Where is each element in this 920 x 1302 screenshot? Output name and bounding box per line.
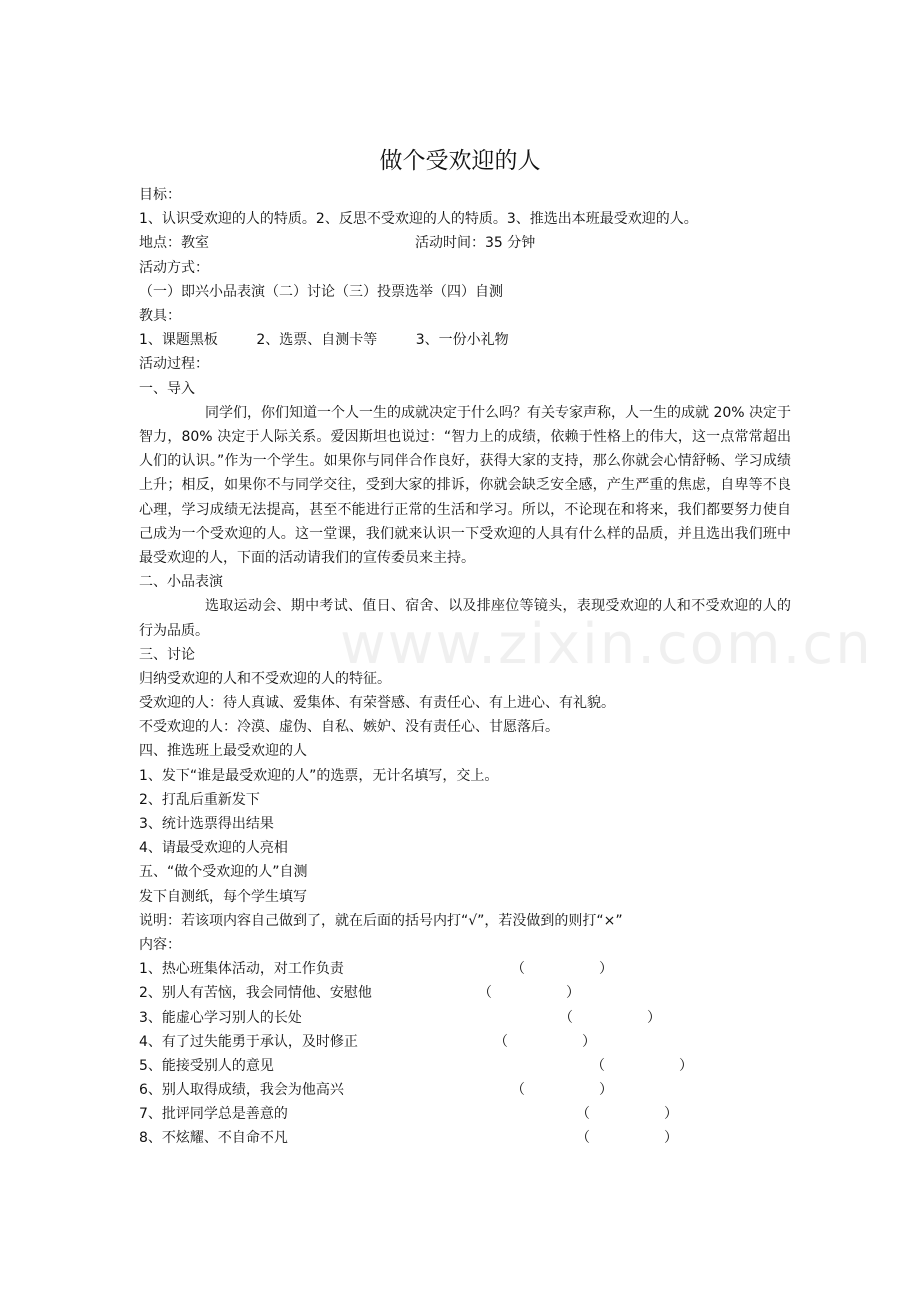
paren-open: （: [576, 1106, 590, 1123]
document-title: 做个受欢迎的人: [379, 148, 541, 174]
checklist-item-text: 7、批评同学总是善意的: [139, 1106, 288, 1123]
activity-time: 活动时间：35 分钟: [415, 235, 536, 252]
paren-close: ）: [664, 1106, 678, 1123]
materials-label: 教具：: [139, 307, 181, 324]
section-heading: 一、导入: [139, 380, 195, 397]
vote-step: 1、发下“谁是最受欢迎的人”的选票，无计名填写，交上。: [139, 767, 499, 784]
vote-step: 2、打乱后重新发下: [139, 791, 260, 808]
material-item: 1、课题黑板: [139, 332, 218, 349]
checklist-item-text: 1、热心班集体活动，对工作负责: [139, 961, 344, 978]
location-time-row: [139, 231, 791, 255]
material-item: 3、一份小礼物: [415, 332, 509, 349]
paren-open: （: [494, 1033, 508, 1050]
answer-blank[interactable]: [576, 1102, 678, 1126]
answer-blank[interactable]: [494, 1030, 596, 1054]
paren-close: ）: [566, 985, 580, 1002]
checklist-item-text: 4、有了过失能勇于承认，及时修正: [139, 1033, 358, 1050]
method-text: （一）即兴小品表演（二）讨论（三）投票选举（四）自测: [139, 283, 503, 300]
materials-row: [139, 328, 791, 352]
method-label: 活动方式：: [139, 259, 209, 276]
paren-open: （: [511, 961, 525, 978]
checklist-item: [139, 1054, 791, 1078]
section-heading: 三、讨论: [139, 646, 195, 663]
paren-open: （: [559, 1009, 573, 1026]
watermark: www.zixin.com.cn: [340, 612, 873, 677]
checklist-item-text: 5、能接受别人的意见: [139, 1057, 274, 1074]
goal-label: 目标：: [139, 187, 181, 203]
paren-open: （: [478, 985, 492, 1002]
paren-open: （: [511, 1082, 525, 1099]
section-heading: 五、“做个受欢迎的人”自测: [139, 864, 308, 881]
checklist-item: [139, 981, 791, 1005]
section-heading: 四、推选班上最受欢迎的人: [139, 743, 307, 760]
paren-close: ）: [647, 1009, 661, 1026]
checklist-item-text: 3、能虚心学习别人的长处: [139, 1009, 302, 1026]
checklist-item: [139, 1030, 791, 1054]
intro-paragraph: 同学们，你们知道一个人一生的成就决定于什么吗？有关专家声称，人一生的成就 20% 决定于智力，80% 决定于人际关系。爱因斯坦也说过：“智力上的成绩，依赖于性格上的伟大，这一点常常超出人们的认识。”作为一个学生。如果你与同伴合作良好，获得大家的支持，那么你就会心情舒畅、学习成绩上升；相反，如果你不与同学交往，受到大家的排诉，你就会缺乏安全感，产生严重的焦虑，自卑等不良心理，学习成绩无法提高，甚至不能进行正常的生活和学习。所以，不论现在和将来，我们都要努力使自己成为一个受欢迎的人。这一堂课，我们就来认识一下受欢迎的人具有什么样的品质，并且选出我们班中最受欢迎的人，下面的活动请我们的宣传委员来主持。: [139, 404, 792, 566]
checklist-item: [139, 1006, 791, 1030]
discussion-line: 归纳受欢迎的人和不受欢迎的人的特征。: [139, 670, 391, 687]
section-heading: 二、小品表演: [139, 574, 223, 591]
checklist-item-text: 8、不炫耀、不自命不凡: [139, 1130, 288, 1147]
document-body: [139, 183, 791, 1151]
checklist-item-text: 6、别人取得成绩，我会为他高兴: [139, 1082, 344, 1099]
answer-blank[interactable]: [511, 1078, 613, 1102]
checklist-item-text: 2、别人有苦恼，我会同情他、安慰他: [139, 985, 372, 1002]
checklist-item: [139, 1102, 791, 1126]
paren-close: ）: [582, 1033, 596, 1050]
answer-blank[interactable]: [591, 1054, 693, 1078]
checklist-item: [139, 1078, 791, 1102]
self-test-instruction: 发下自测纸，每个学生填写: [139, 888, 307, 905]
paren-close: ）: [664, 1130, 678, 1147]
process-label: 活动过程：: [139, 356, 209, 373]
paren-close: ）: [679, 1057, 693, 1074]
content-label: 内容：: [139, 936, 181, 953]
checklist-item: [139, 957, 791, 981]
material-item: 2、选票、自测卡等: [256, 332, 378, 349]
self-test-note: 说明：若该项内容自己做到了，就在后面的括号内打“√”，若没做到的则打“×”: [139, 912, 623, 929]
vote-step: 3、统计选票得出结果: [139, 816, 274, 833]
goal-text: 1、认识受欢迎的人的特质。2、反思不受欢迎的人的特质。3、推选出本班最受欢迎的人。: [139, 211, 698, 228]
paren-open: （: [591, 1057, 605, 1074]
paren-close: ）: [599, 1082, 613, 1099]
location: 地点：教室: [139, 235, 209, 252]
skit-paragraph: 选取运动会、期中考试、值日、宿舍、以及排座位等镜头，表现受欢迎的人和不受欢迎的人的行为品质。: [139, 598, 791, 639]
vote-step: 4、请最受欢迎的人亮相: [139, 840, 288, 857]
discussion-line: 受欢迎的人：待人真诚、爱集体、有荣誉感、有责任心、有上进心、有礼貌。: [139, 695, 615, 712]
discussion-line: 不受欢迎的人：冷漠、虚伪、自私、嫉妒、没有责任心、甘愿落后。: [139, 719, 559, 736]
answer-blank[interactable]: [511, 957, 613, 981]
checklist: [139, 957, 791, 1151]
answer-blank[interactable]: [576, 1126, 678, 1150]
answer-blank[interactable]: [559, 1006, 661, 1030]
answer-blank[interactable]: [478, 981, 580, 1005]
paren-open: （: [576, 1130, 590, 1147]
paren-close: ）: [599, 961, 613, 978]
checklist-item: [139, 1126, 791, 1150]
